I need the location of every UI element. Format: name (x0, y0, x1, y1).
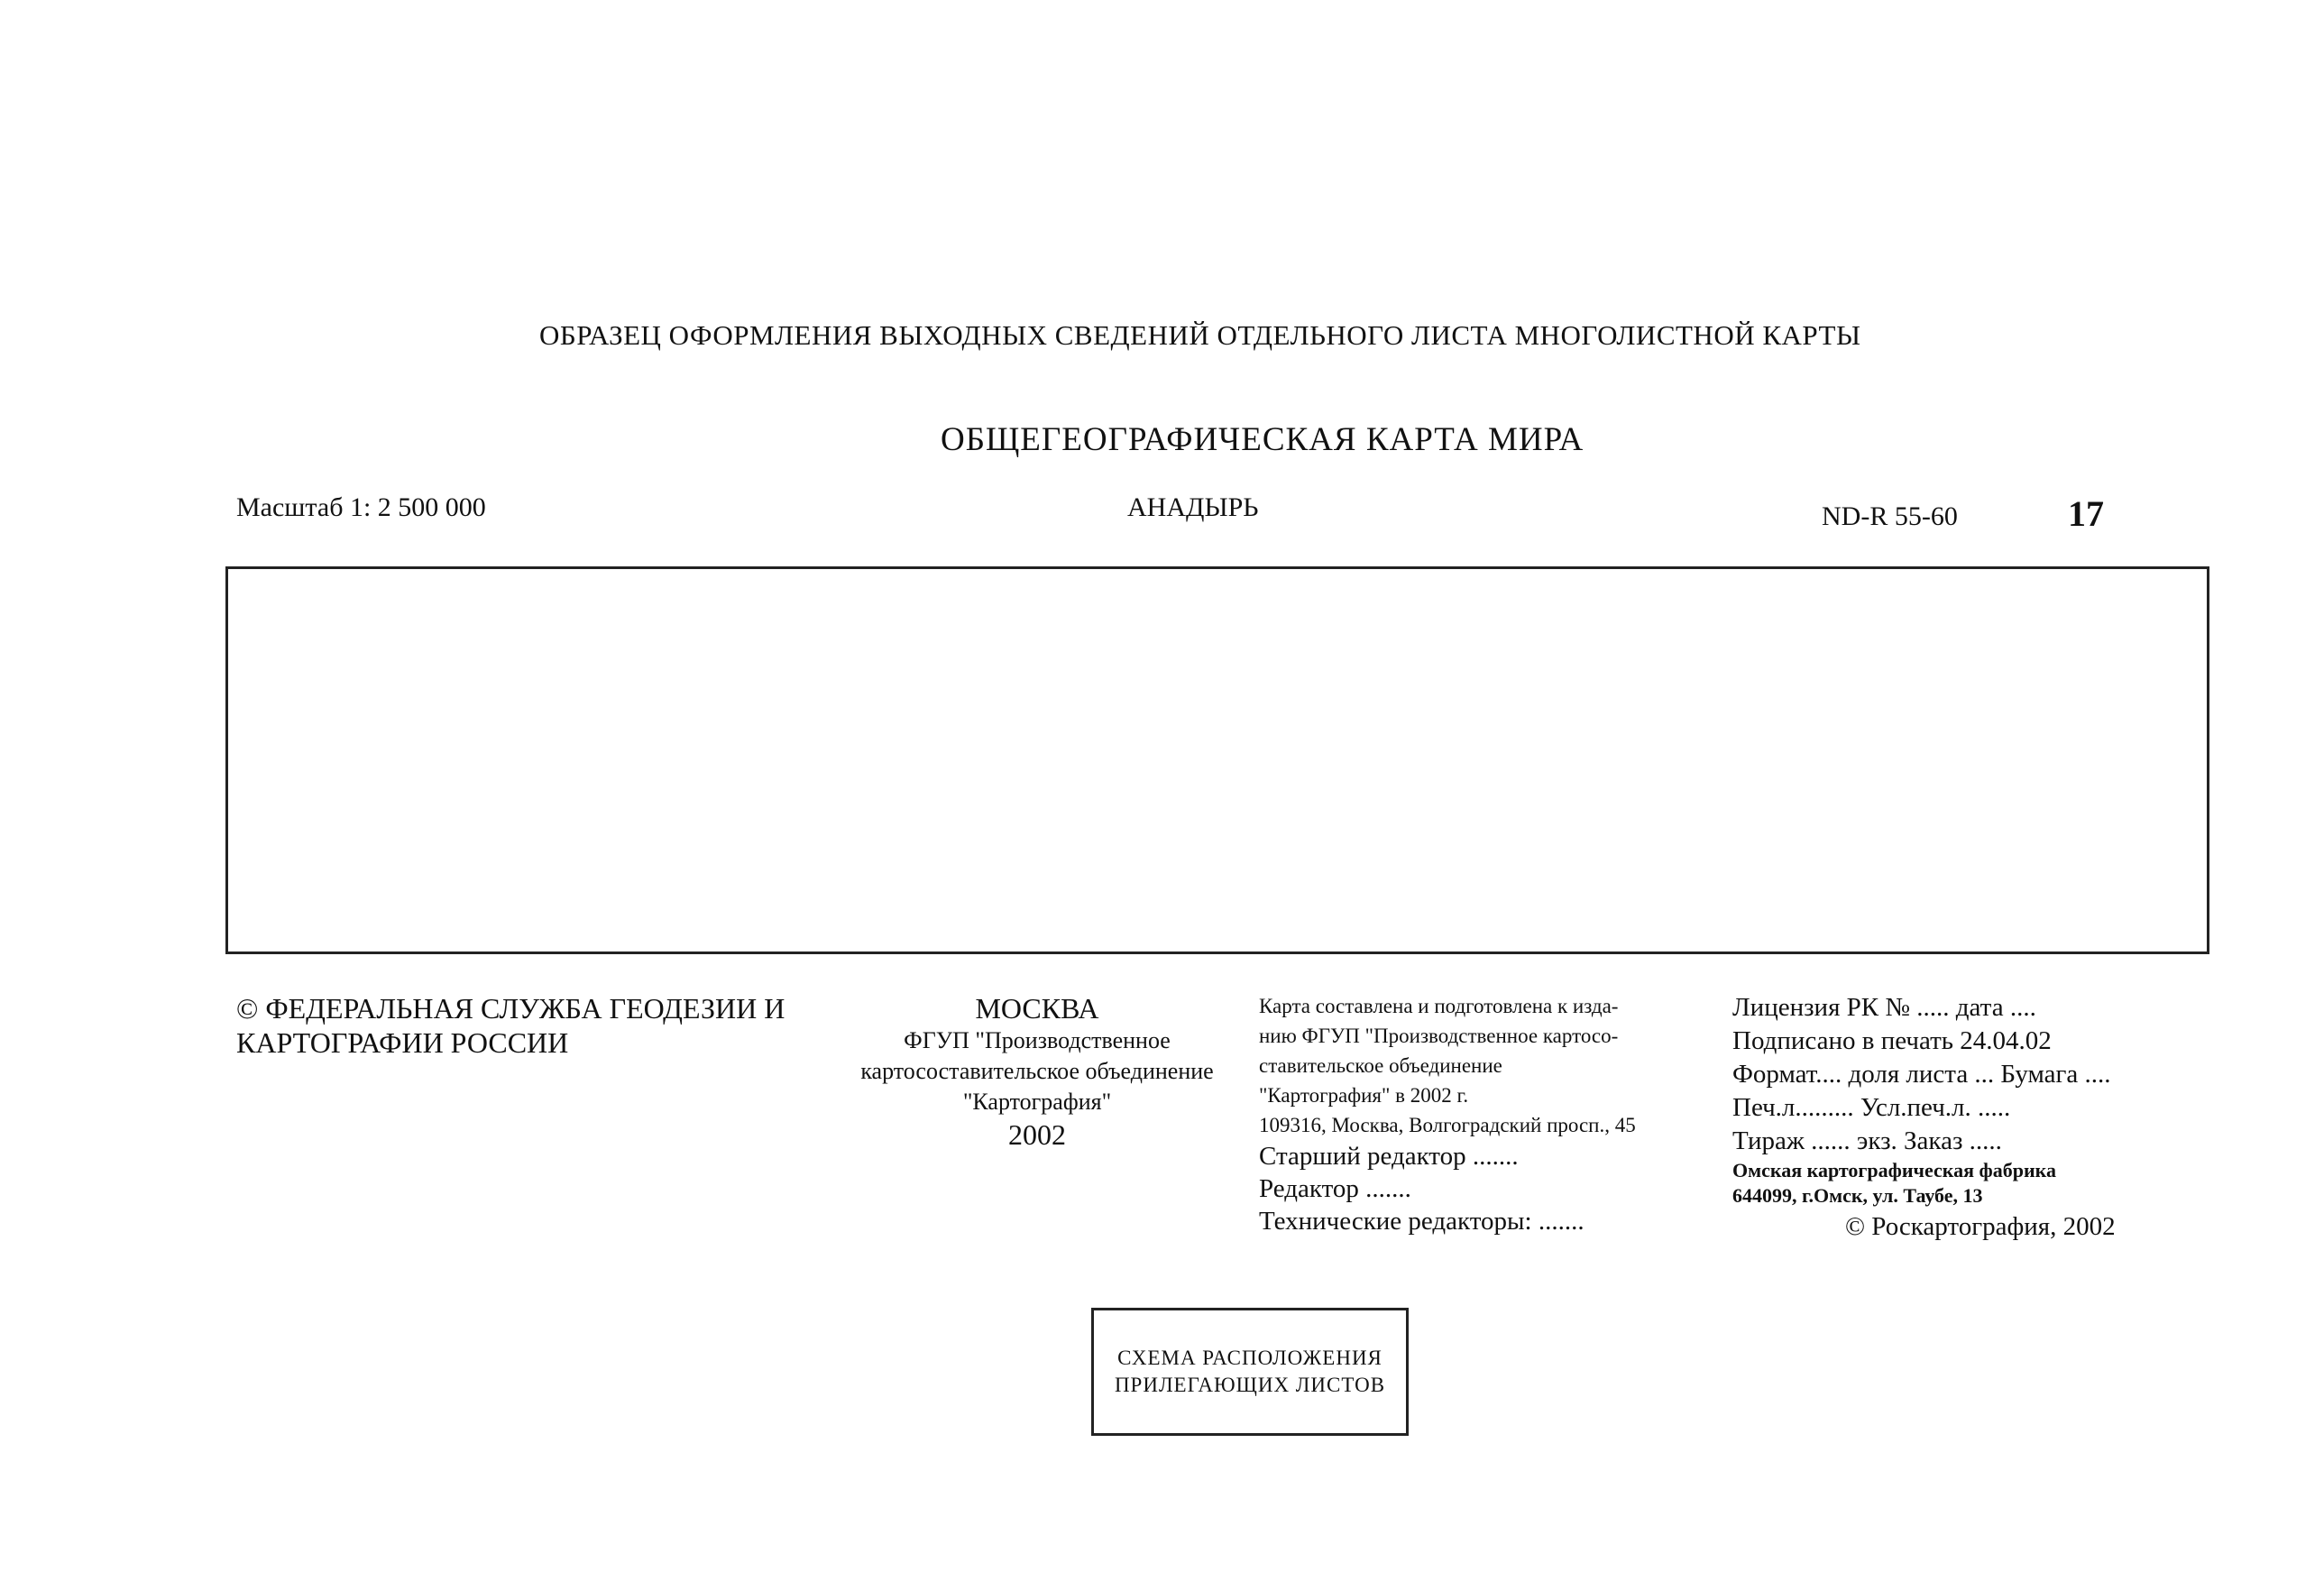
imprint-year: 2002 (1008, 1118, 1066, 1151)
compilation-address: 109316, Москва, Волгоградский просп., 45 (1259, 1114, 1636, 1136)
signed-to-print: Подписано в печать 24.04.02 (1732, 1026, 2052, 1055)
factory-address: 644099, г.Омск, ул. Таубе, 13 (1732, 1184, 1983, 1207)
publisher-line-1: © ФЕДЕРАЛЬНАЯ СЛУЖБА ГЕОДЕЗИИ И (236, 992, 785, 1025)
map-title: ОБЩЕГЕОГРАФИЧЕСКАЯ КАРТА МИРА (941, 421, 1585, 458)
compilation-line-1: Карта составлена и подготовлена к изда- (1259, 995, 1619, 1017)
sheet-number: 17 (2068, 493, 2104, 534)
imprint-block (821, 991, 1254, 1152)
technical-editors: Технические редакторы: ....... (1259, 1207, 1585, 1236)
publisher-line-2: КАРТОГРАФИИ РОССИИ (236, 1026, 569, 1059)
editor: Редактор ....... (1259, 1174, 1411, 1203)
adjacent-sheets-line-2: ПРИЛЕГАЮЩИХ ЛИСТОВ (1114, 1374, 1386, 1396)
compilation-block (1259, 991, 1636, 1237)
map-frame (225, 566, 2209, 954)
imprint-line-1: ФГУП "Производственное (904, 1027, 1171, 1053)
adjacent-sheets-line-1: СХЕМА РАСПОЛОЖЕНИЯ (1117, 1347, 1382, 1369)
adjacent-sheets-box (1091, 1308, 1409, 1436)
compilation-line-4: "Картография" в 2002 г. (1259, 1084, 1469, 1107)
format-info: Формат.... доля листа ... Бумага .... (1732, 1060, 2111, 1089)
print-run: Тираж ...... экз. Заказ ..... (1732, 1126, 2002, 1155)
print-factory: Омская картографическая фабрика (1732, 1159, 2056, 1181)
scale-label: Масштаб 1: 2 500 000 (236, 492, 486, 522)
imprint-city: МОСКВА (975, 992, 1099, 1025)
license: Лицензия РК № ..... дата .... (1732, 993, 2036, 1022)
compilation-line-2: нию ФГУП "Производственное картосо- (1259, 1025, 1619, 1047)
imprint-line-3: "Картография" (962, 1089, 1112, 1115)
nomenclature: ND-R 55-60 (1822, 501, 1958, 531)
publisher-block (236, 991, 785, 1060)
printed-sheets: Печ.л......... Усл.печ.л. ..... (1732, 1093, 2011, 1122)
imprint-line-2: картосоставительское объединение (860, 1058, 1214, 1084)
copyright: © Роскартография, 2002 (1845, 1212, 2116, 1241)
document-heading: ОБРАЗЕЦ ОФОРМЛЕНИЯ ВЫХОДНЫХ СВЕДЕНИЙ ОТДЕЛЬНОГО ЛИСТА МНОГОЛИСТНОЙ КАРТЫ (539, 319, 1861, 351)
sheet-name: АНАДЫРЬ (1127, 492, 1259, 522)
print-info-block (1732, 991, 2116, 1245)
compilation-line-3: ставительское объединение (1259, 1054, 1502, 1077)
senior-editor: Старший редактор ....... (1259, 1142, 1519, 1171)
